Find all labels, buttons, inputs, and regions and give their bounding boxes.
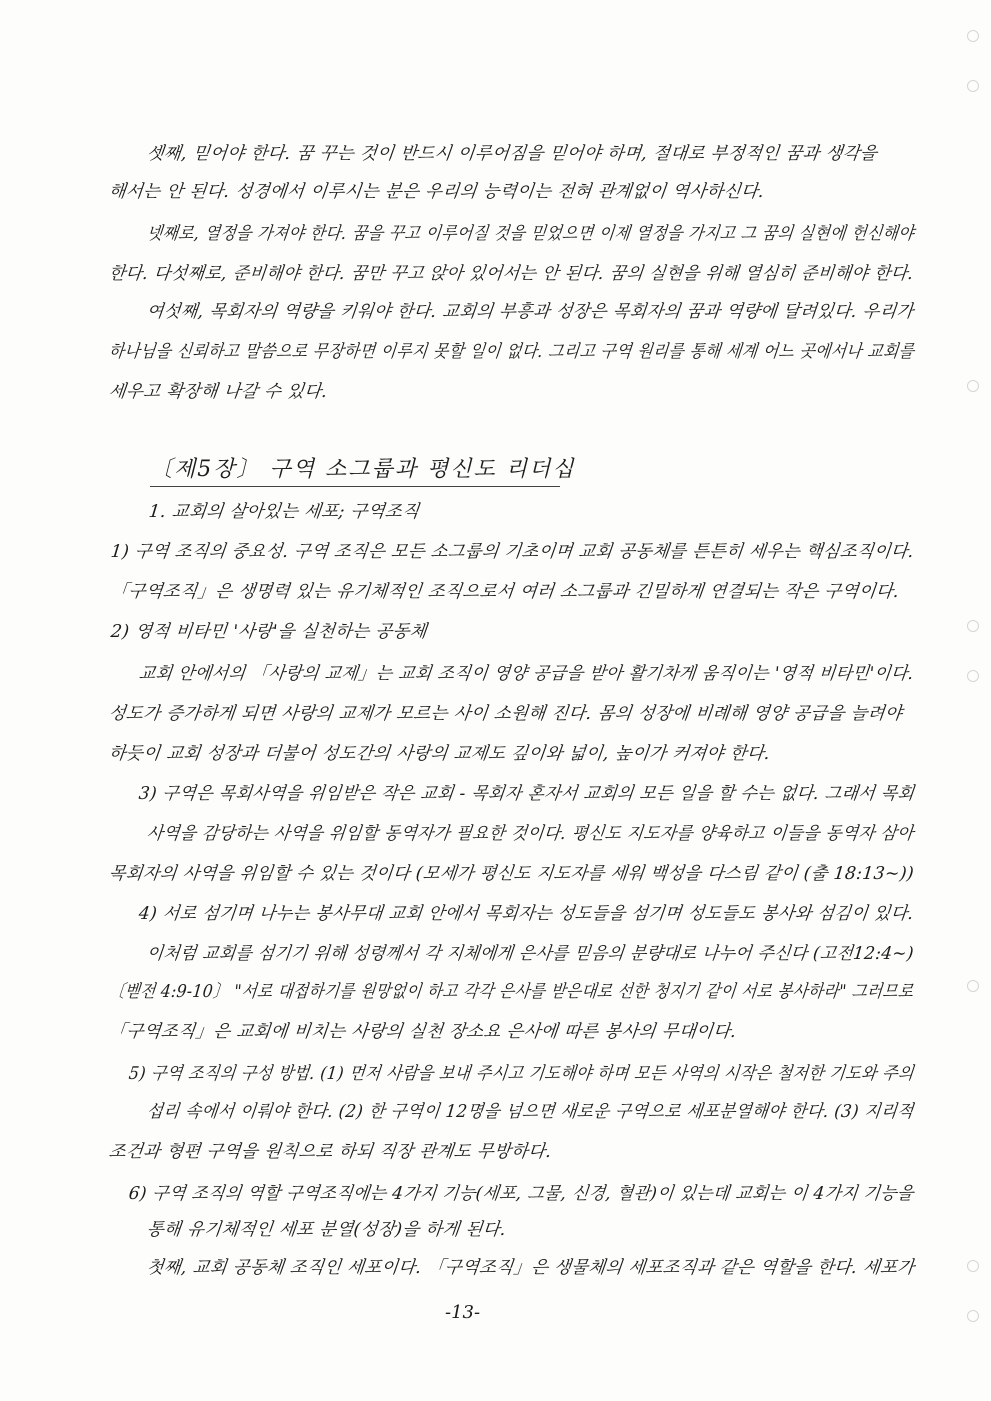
paragraph-line: 사역을 감당하는 사역을 위임할 동역자가 필요한 것이다. 평신도 지도자를 양육하고 이들을 동역자 삼아 (145, 824, 915, 844)
paragraph-line: 세우고 확장해 나갈 수 있다. (107, 382, 329, 402)
paragraph-line: 이처럼 교회를 섬기기 위해 성령께서 각 지체에게 은사를 믿음의 분량대로 나누어 주신다 (고전12:4~) (145, 944, 915, 964)
heading-underline (150, 486, 560, 487)
paragraph-line: 5) 구역 조직의 구성 방법. (1) 먼저 사람을 보내 주시고 기도해야 하며 모든 사역의 시작은 철저한 기도와 주의 (127, 1064, 915, 1084)
binder-hole (967, 380, 979, 392)
paragraph-line: 1) 구역 조직의 중요성. 구역 조직은 모든 소그룹의 기초이며 교회 공동체를 튼튼히 세우는 핵심조직이다. (109, 542, 915, 562)
paragraph-line: 넷째로, 열정을 가져야 한다. 꿈을 꾸고 이루어질 것을 믿었으면 이제 열정을 가지고 그 꿈의 실현에 헌신해야 (145, 224, 916, 244)
binder-hole (967, 80, 979, 92)
paragraph-line: 6) 구역 조직의 역할 구역조직에는 4가지 기능(세포, 그물, 신경, 혈관)이 있는데 교회는 이 4가지 기능을 (127, 1184, 915, 1204)
binder-hole (967, 1310, 979, 1322)
paragraph-line: 통해 유기체적인 세포 분열(성장)을 하게 된다. (145, 1220, 507, 1240)
chapter-heading: 〔제5장〕 구역 소그룹과 평신도 리더십 (150, 457, 576, 482)
binder-hole (967, 670, 979, 682)
paragraph-line: 성도가 증가하게 되면 사랑의 교제가 모르는 사이 소원해 진다. 몸의 성장에 비례해 영양 공급을 늘려야 (107, 704, 904, 724)
paragraph-line: 「구역조직」은 교회에 비치는 사랑의 실천 장소요 은사에 따른 봉사의 무대이다. (107, 1022, 738, 1042)
paragraph-line: 교회 안에서의 「사랑의 교제」는 교회 조직이 영양 공급을 받아 활기차게 움직이는 '영적 비타민'이다. (137, 664, 915, 684)
paragraph-line: 첫째, 교회 공동체 조직인 세포이다. 「구역조직」은 생물체의 세포조직과 같은 역할을 한다. 세포가 (145, 1258, 916, 1278)
paragraph-line: 하듯이 교회 성장과 더불어 성도간의 사랑의 교제도 깊이와 넓이, 높이가 커져야 한다. (107, 744, 771, 764)
page-number: -13- (445, 1302, 481, 1323)
paragraph-line: 하나님을 신뢰하고 말씀으로 무장하면 이루지 못할 일이 없다. 그리고 구역 원리를 통해 세계 어느 곳에서나 교회를 (107, 342, 916, 362)
paragraph-line: 셋째, 믿어야 한다. 꿈 꾸는 것이 반드시 이루어짐을 믿어야 하며, 절대로 부정적인 꿈과 생각을 (145, 144, 879, 164)
paragraph-line: 목회자의 사역을 위임할 수 있는 것이다 (모세가 평신도 지도자를 세워 백성을 다스림 같이 (출 18:13~)) (107, 864, 915, 884)
paragraph-line: 〔벧전 4:9-10〕 "서로 대접하기를 원망없이 하고 각각 은사를 받은대로 선한 청지기 같이 서로 봉사하라" 그러므로 (107, 982, 915, 1002)
paragraph-line: 여섯째, 목회자의 역량을 키워야 한다. 교회의 부흥과 성장은 목회자의 꿈과 역량에 달려있다. 우리가 (145, 302, 915, 322)
paragraph-line: 4) 서로 섬기며 나누는 봉사무대 교회 안에서 목회자는 성도들을 섬기며 성도들도 봉사와 섬김이 있다. (137, 904, 915, 924)
binder-hole (967, 620, 979, 632)
binder-hole (967, 1260, 979, 1272)
paragraph-line: 한다. 다섯째로, 준비해야 한다. 꿈만 꾸고 앉아 있어서는 안 된다. 꿈의 실현을 위해 열심히 준비해야 한다. (107, 264, 915, 284)
binder-hole (967, 30, 979, 42)
item-title: 2) 영적 비타민 '사랑'을 실천하는 공동체 (109, 622, 428, 642)
paragraph-line: 조건과 형편 구역을 원칙으로 하되 직장 관계도 무방하다. (107, 1142, 553, 1162)
paragraph-line: 섭리 속에서 이뤄야 한다. (2) 한 구역이 12명을 넘으면 새로운 구역으로 세포분열해야 한다. (3) 지리적 (145, 1102, 915, 1122)
paragraph-line: 3) 구역은 목회사역을 위임받은 작은 교회 - 목회자 혼자서 교회의 모든 일을 할 수는 없다. 그래서 목회 (137, 784, 916, 804)
paragraph-line: 해서는 안 된다. 성경에서 이루시는 분은 우리의 능력이는 전혀 관계없이 역사하신다. (107, 182, 766, 202)
section-title: 1. 교회의 살아있는 세포; 구역조직 (147, 502, 421, 522)
binder-hole (967, 980, 979, 992)
binder-holes (963, 20, 985, 1380)
paragraph-line: 「구역조직」은 생명력 있는 유기체적인 조직으로서 여러 소그룹과 긴밀하게 연결되는 작은 구역이다. (109, 582, 901, 602)
